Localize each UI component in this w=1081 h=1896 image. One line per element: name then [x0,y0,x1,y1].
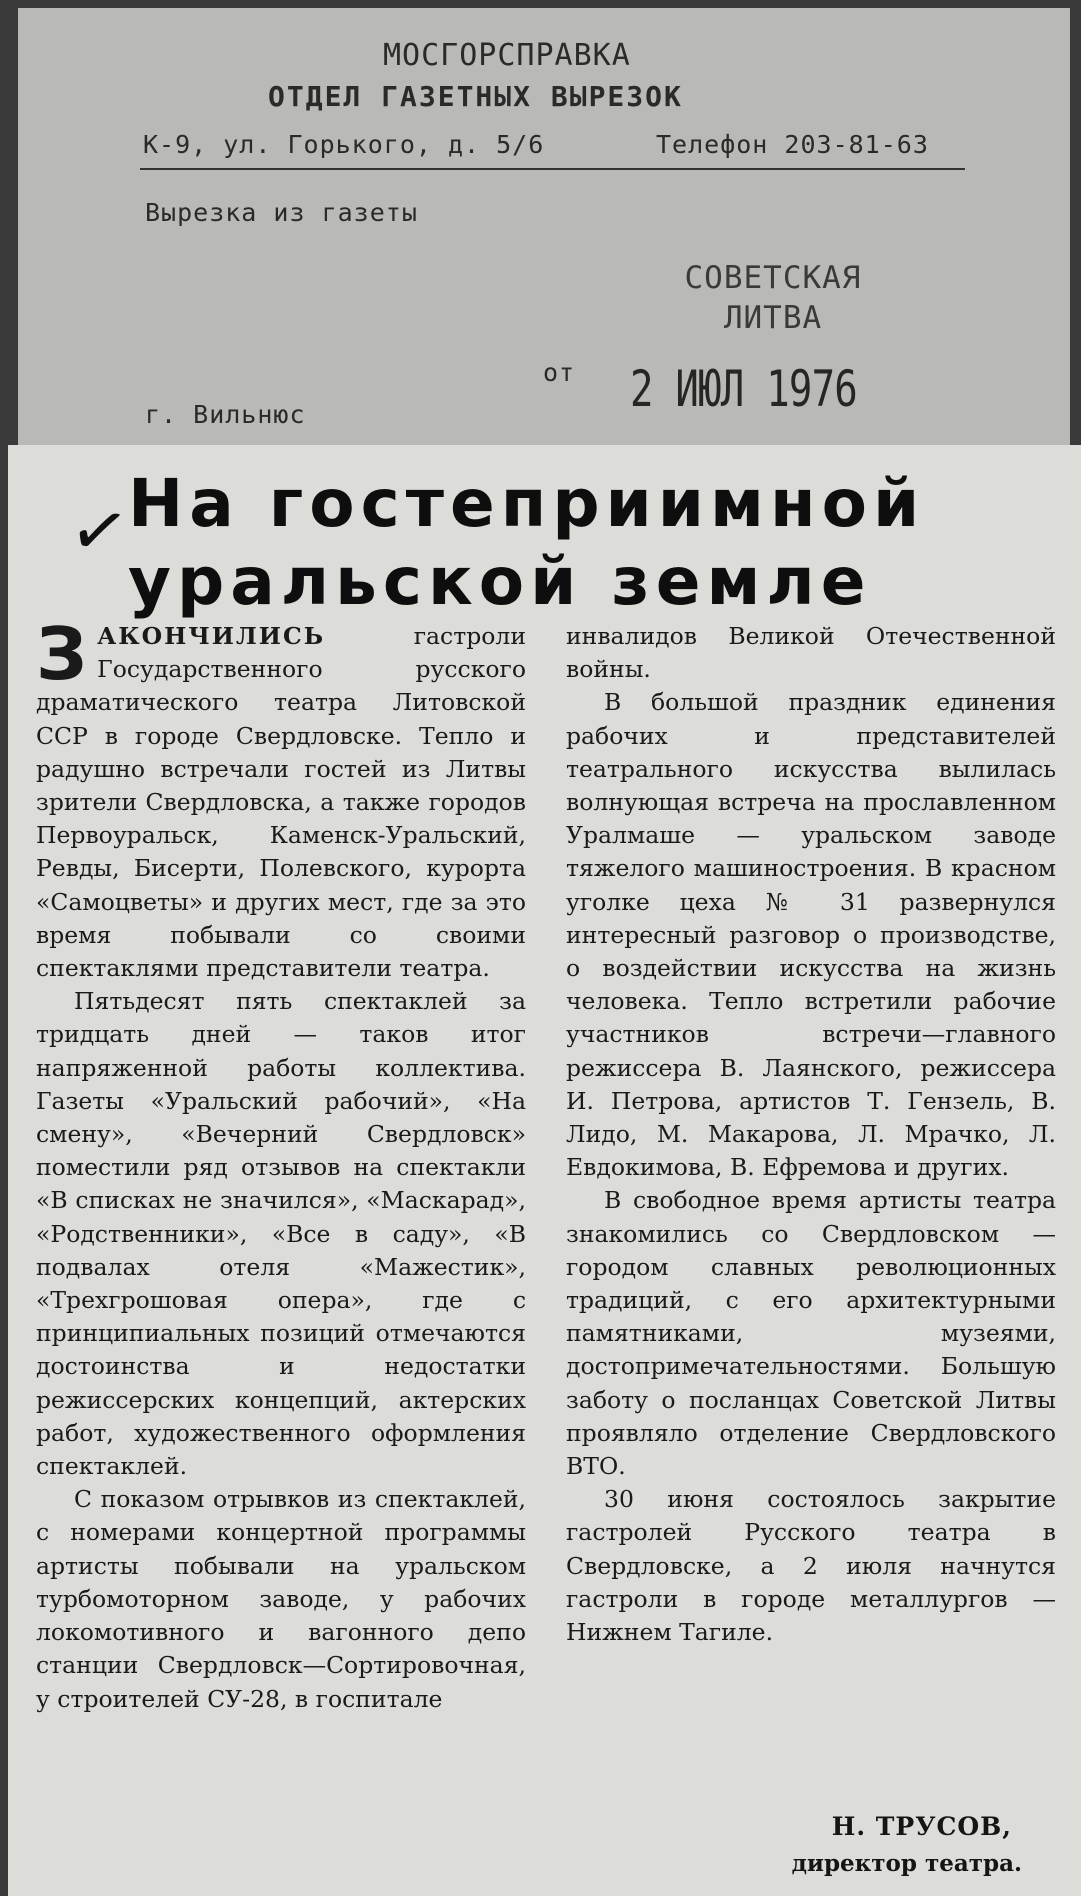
phone-number: Телефон 203-81-63 [656,130,929,159]
clipping-from-label: Вырезка из газеты [145,198,418,227]
checkmark-icon: ✓ [63,485,136,577]
paragraph: 30 июня состоялось закрытие гастролей Русского театра в Свердловске, а 2 июля начнутся гастроли в городе металлургов — Нижнем Тагиле. [566,1485,1056,1647]
author-name: Н. ТРУСОВ, [831,1812,1012,1841]
paragraph: В большой праздник единения рабочих и представителей театрального искусства вылилась волнующая встреча на прославленном Уралмаше — уральском заводе тяжелого машиностроения. В красном уголке цеха № 31 развернулся интересный разговор о производстве, о воздействии искусства на жизнь человека. Тепло встретили рабочие участников встречи—главного режиссера В. Лаянского, режиссера И. Петрова, артистов Т. Гензель, В. Лидо, М. Макарова, Л. Мрачко, Л. Евдокимова, В. Ефремова и других. [566,688,1056,1182]
clipping-service-card [18,8,1070,448]
paragraph: инвалидов Великой Отечественной войны. [566,622,1056,684]
article-right-column [566,620,1056,1649]
address: К-9, ул. Горького, д. 5/6 [143,130,545,159]
organization-name: МОСГОРСПРАВКА [383,38,631,73]
newspaper-name: СОВЕТСКАЯ ЛИТВА [684,260,862,336]
department-name: ОТДЕЛ ГАЗЕТНЫХ ВЫРЕЗОК [268,80,683,113]
city: г. Вильнюс [145,400,306,429]
drop-cap: З [36,612,88,696]
paragraph: Пятьдесят пять спектаклей за тридцать дней — таков итог напряженной работы коллектива. Газеты «Уральский рабочий», «На смену», «Вечерний Свердловск» поместили ряд отзывов на спектакли «В списках не значился», «Маскарад», «Родственники», «Все в саду», «В подвалах отеля «Мажестик», «Трехгрошовая опера», где с принципиальных позиций отмечаются достоинства и недостатки режиссерских концепций, актерских работ, художественного оформления спектаклей. [36,987,526,1481]
lead-text: гастроли Государственного русского драматического театра Литовской ССР в городе Свердловске. Тепло и радушно встречали гостей из Литвы зрители Свердловска, а также городов Первоуральск, Каменск-Уральский, Ревды, Бисерти, Полевского, курорта «Самоцветы» и других мест, где за это время побывали со своими спектаклями представители театра. [36,622,526,983]
lead-caps: АКОНЧИЛИСЬ [97,622,326,650]
date-stamp: 2 ИЮЛ 1976 [630,360,858,418]
author-title: директор театра. [791,1850,1022,1877]
paragraph: С показом отрывков из спектаклей, с номерами концертной программы артисты побывали на уральском турбомоторном заводе, у рабочих локомотивного и вагонного депо станции Свердловск—Сортировочная, у строителей СУ-28, в госпитале [36,1485,526,1713]
paragraph: В свободное время артисты театра знакомились со Свердловском — городом славных революционных традиций, с его архитектурными памятниками, музеями, достопримечательностями. Большую заботу о посланцах Советской Литвы проявляло отделение Свердловского ВТО. [566,1186,1056,1481]
article-headline: На гостеприимной уральской земле [128,465,926,620]
article-left-column [36,612,526,1716]
lead-paragraph [36,612,526,985]
date-label: от [543,358,576,387]
header-rule [140,168,965,170]
